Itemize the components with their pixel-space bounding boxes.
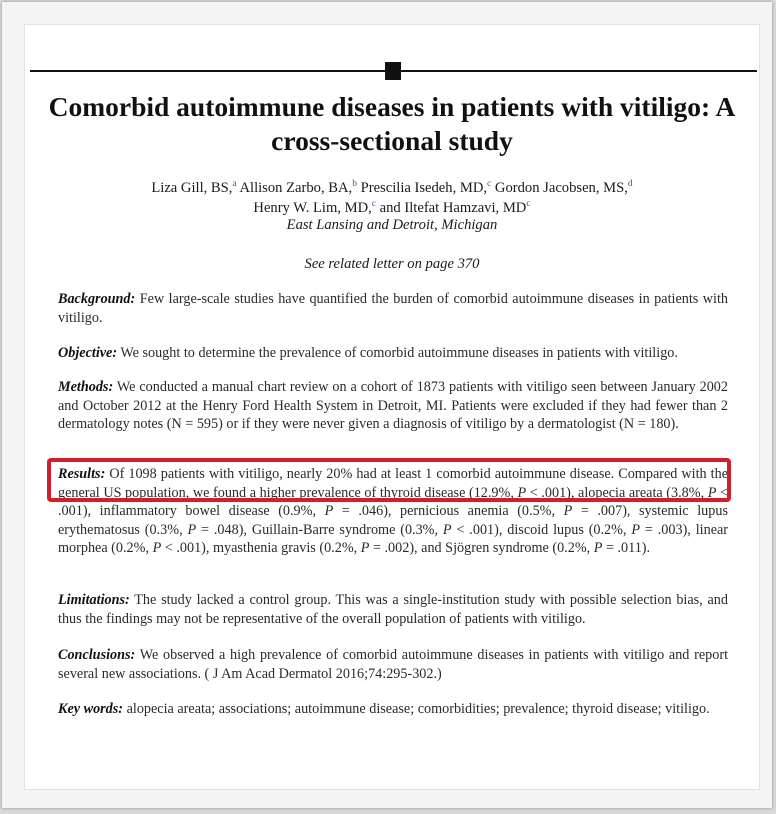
photo-frame xyxy=(2,2,772,808)
section-text: We conducted a manual chart review on a cohort of 1873 patients with vitiligo seen between January 2002 and October 2012 at the Henry Ford Health System in Detroit, MI. Patients were excluded if they had fewer than 2 dermatology notes (N = 595) or if they were never given a diagnosis of vitiligo by a dermatologist (N = 180). xyxy=(58,379,728,433)
abstract-results xyxy=(58,465,728,558)
affiliation-mark: a xyxy=(232,179,237,189)
section-text: We sought to determine the prevalence of comorbid autoimmune diseases in patients with vitiligo. xyxy=(120,345,678,361)
author-location: East Lansing and Detroit, Michigan xyxy=(286,217,498,233)
author: Allison Zarbo, BA, xyxy=(239,180,353,196)
article-title: Comorbid autoimmune diseases in patients with vitiligo: A cross-sectional study xyxy=(48,91,736,156)
section-label: Background: xyxy=(58,291,136,307)
section-label: Methods: xyxy=(58,379,114,395)
abstract-conclusions xyxy=(58,646,728,683)
affiliation-mark: d xyxy=(627,179,633,189)
article-page xyxy=(24,24,760,790)
author: Gordon Jacobsen, MS, xyxy=(494,180,628,196)
abstract-objective xyxy=(58,344,728,363)
author: Henry W. Lim, MD, xyxy=(253,200,372,216)
author-list xyxy=(55,178,729,218)
affiliation-mark: c xyxy=(371,199,376,209)
abstract-keywords xyxy=(58,700,728,719)
affiliation-mark: c xyxy=(526,199,531,209)
section-text: The study lacked a control group. This was a single-institution study with possible selection bias, and thus the findings may not be representative of the overall population of patients with vitiligo. xyxy=(58,592,728,627)
section-label: Key words: xyxy=(58,701,124,717)
affiliation-mark: b xyxy=(352,179,357,189)
related-letter-note: See related letter on page 370 xyxy=(304,256,480,272)
section-text: We observed a high prevalence of comorbid autoimmune diseases in patients with vitiligo and report several new associations. ( J Am Acad Dermatol 2016;74:295-302.) xyxy=(58,647,729,682)
section-text: Of 1098 patients with vitiligo, nearly 20% had at least 1 comorbid autoimmune disease. Compared with the general US population, we found a higher prevalence of thyroid disease (12.9%, P < .001), alopecia areata (3.8%, P < .001), inflammatory bowel disease (0.9%, P = .046), pernicious anemia (0.5%, P = .007), systemic lupus erythematosus (0.3%, P = .048), Guillain-Barre syndrome (0.3%, P < .001), discoid lupus (0.2%, P = .003), linear morphea (0.2%, P < .001), myasthenia gravis (0.2%, P = .002), and Sjögren syndrome (0.2%, P = .011). xyxy=(58,466,729,557)
author: Liza Gill, BS, xyxy=(151,180,233,196)
author: Prescilia Isedeh, MD, xyxy=(360,180,488,196)
header-rule-marker xyxy=(385,62,401,80)
section-text: Few large-scale studies have quantified the burden of comorbid autoimmune diseases in patients with vitiligo. xyxy=(58,291,729,326)
abstract-limitations xyxy=(58,591,728,628)
section-label: Limitations: xyxy=(58,592,130,608)
section-label: Conclusions: xyxy=(58,647,136,663)
section-text: alopecia areata; associations; autoimmune disease; comorbidities; prevalence; thyroid disease; vitiligo. xyxy=(126,701,710,717)
affiliation-mark: c xyxy=(487,179,492,189)
section-label: Results: xyxy=(58,466,106,482)
abstract-methods xyxy=(58,378,728,434)
abstract-background xyxy=(58,290,728,327)
section-label: Objective: xyxy=(58,345,118,361)
author: and Iltefat Hamzavi, MD xyxy=(379,200,527,216)
